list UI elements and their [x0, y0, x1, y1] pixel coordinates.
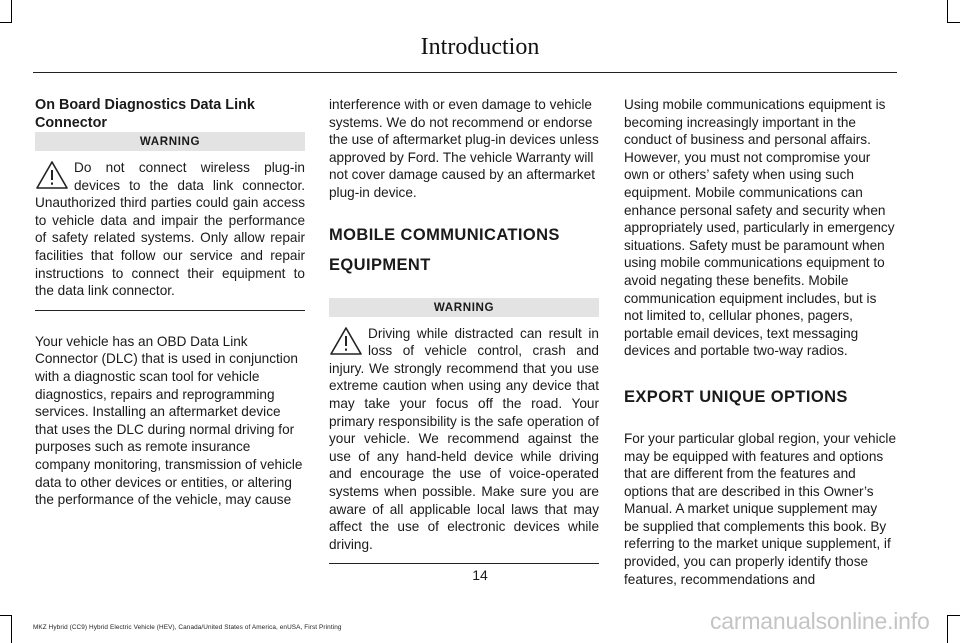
watermark-text: carmanualsonline.info — [710, 608, 930, 634]
warning-text: Do not connect wireless plug-in devices to the data link connector. Unauthorized third parties could gain access to vehicle data and impair the performance of safety related systems. Only allow repair facilities that follow our service and repair instructions to connect their equipment to the data link connector. — [35, 160, 305, 299]
body-paragraph: Your vehicle has an OBD Data Link Connector (DLC) that is used in conjunction with a diagnostic scan tool for vehicle diagnostics, repairs and reprogramming services. Installing an aftermarket device that uses the DLC during normal driving for purposes such as remote insurance company monitoring, transmission of vehicle data to other devices or entities, or altering the performance of the vehicle, may cause — [35, 333, 303, 508]
page-title: Introduction — [420, 34, 540, 60]
crop-mark-bottom-right-h — [947, 615, 960, 616]
subsection-heading: On Board Diagnostics Data Link Connector — [35, 97, 255, 131]
column-3 — [624, 96, 896, 588]
warning-divider — [329, 563, 599, 564]
page-number: 14 — [472, 567, 488, 583]
warning-triangle-icon — [35, 160, 69, 190]
column-1 — [35, 96, 305, 509]
footer-text: MKZ Hybrid (CC9) Hybrid Electric Vehicle (HEV), Canada/United States of America, enUSA, First Printing — [33, 624, 342, 631]
body-paragraph: For your particular global region, your vehicle may be equipped with features and options that are different from the features and options that are described in this Owner’s Manual. A market unique supplement may be supplied that complements this book. By referring to the market unique supplement, if provided, you can properly identify those features, recommendations and — [624, 430, 897, 587]
crop-mark-top-left-h — [0, 22, 12, 23]
warning-divider — [35, 310, 305, 311]
warning-banner: WARNING — [35, 132, 305, 151]
crop-mark-bottom-left-h — [0, 615, 12, 616]
column-2 — [329, 96, 599, 564]
warning-text: Driving while distracted can result in loss of vehicle control, crash and injury. We strongly recommend that you use extreme caution when using any device that may take your focus off the road. Your primary responsibility is the safe operation of your vehicle. We recommend against the use of any hand-held device while driving and encourage the use of voice-operated systems when possible. Make sure you are aware of all applicable local laws that may affect the use of electronic devices while driving. — [329, 325, 599, 552]
crop-mark-bottom-left-v — [11, 615, 12, 643]
crop-mark-top-right-h — [947, 22, 960, 23]
header-divider — [33, 72, 897, 73]
section-heading-line-1: MOBILE COMMUNICATIONS — [329, 225, 560, 244]
crop-mark-top-right-v — [947, 0, 948, 22]
section-heading-line-2: EQUIPMENT — [329, 255, 431, 274]
crop-mark-top-left-v — [11, 0, 12, 22]
body-paragraph-continued: interference with or even damage to vehicle systems. We do not recommend or endorse the use of aftermarket plug-in devices unless approved by Ford. The vehicle Warranty will not cover damage caused by an aftermarket plug-in device. — [329, 97, 599, 200]
warning-box — [329, 325, 599, 565]
section-heading: EXPORT UNIQUE OPTIONS — [624, 387, 848, 406]
body-paragraph: Using mobile communications equipment is becoming increasingly important in the conduct of business and personal affairs. However, you must not compromise your own or others’ safety when using such equipment. Mobile communications can enhance personal safety and security when appropriately used, particularly in emergency situations. Safety must be paramount when using mobile communications equipment to avoid negating these benefits. Mobile communication equipment includes, but is not limited to, cellular phones, pagers, portable email devices, text messaging devices and portable two-way radios. — [624, 97, 895, 359]
warning-box — [35, 159, 305, 311]
crop-mark-bottom-right-v — [947, 615, 948, 643]
warning-banner: WARNING — [329, 298, 599, 317]
warning-triangle-icon — [329, 326, 363, 356]
